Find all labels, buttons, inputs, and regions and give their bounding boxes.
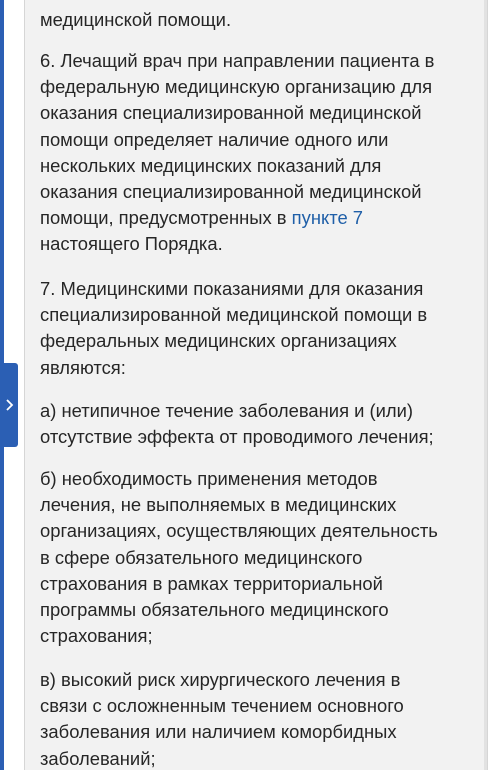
- item-b-line: лечения, не выполняемых в медицинских: [40, 494, 397, 516]
- p7-line: 7. Медицинскими показаниями для оказания: [40, 278, 424, 299]
- p7-line: федеральных медицинских организациях: [40, 330, 397, 352]
- side-panel-toggle[interactable]: [0, 363, 18, 447]
- point-7-link[interactable]: пункте 7: [291, 207, 364, 229]
- item-c-line: связи с осложненным течением основного: [40, 695, 404, 717]
- p6-text-before-link: помощи, предусмотренных в: [40, 207, 292, 229]
- item-c-line: заболевания или наличием коморбидных: [40, 721, 397, 743]
- intro-end: [40, 7, 470, 33]
- p6-line: 6. Лечащий врач при направлении пациента в: [40, 50, 435, 71]
- p6-line: настоящего Порядка.: [40, 233, 223, 255]
- item-a-line: а) нетипичное течение заболевания и (или): [40, 400, 414, 421]
- p6-line: оказания специализированной медицинской: [40, 181, 422, 203]
- partial-top-line: [40, 0, 470, 1]
- chevron-right-icon: [5, 398, 14, 412]
- item-a-line: отсутствие эффекта от проводимого лечения;: [40, 426, 434, 448]
- item-b-line: страхования в рамках территориальной: [40, 572, 383, 594]
- partial-top-text: [40, 0, 470, 1]
- p6-line-with-link: [40, 205, 470, 231]
- paragraph-7: [40, 276, 470, 381]
- paragraph-6: [40, 48, 470, 258]
- item-b-line: страхования;: [40, 625, 153, 647]
- p7-line: являются:: [40, 356, 126, 378]
- item-b-line: организациях, осуществляющих деятельность: [40, 520, 438, 542]
- item-c: [40, 667, 470, 772]
- p7-line: специализированной медицинской помощи в: [40, 304, 428, 326]
- item-b: [40, 466, 470, 649]
- p6-line: оказания специализированной медицинской: [40, 102, 422, 124]
- p6-line: федеральную медицинскую организацию для: [40, 76, 433, 98]
- item-b-line: программы обязательного медицинского: [40, 599, 389, 621]
- p6-line: помощи определяет наличие одного или: [40, 128, 389, 150]
- item-c-line: заболеваний;: [40, 747, 156, 769]
- item-b-line: в сфере обязательного медицинского: [40, 546, 363, 568]
- item-c-line: в) высокий риск хирургического лечения в: [40, 669, 401, 690]
- intro-end-line: медицинской помощи.: [40, 9, 232, 30]
- scrollbar-track[interactable]: [484, 0, 487, 770]
- item-a: [40, 398, 470, 450]
- p6-line: нескольких медицинских показаний для: [40, 154, 382, 176]
- item-b-line: б) необходимость применения методов: [40, 468, 378, 489]
